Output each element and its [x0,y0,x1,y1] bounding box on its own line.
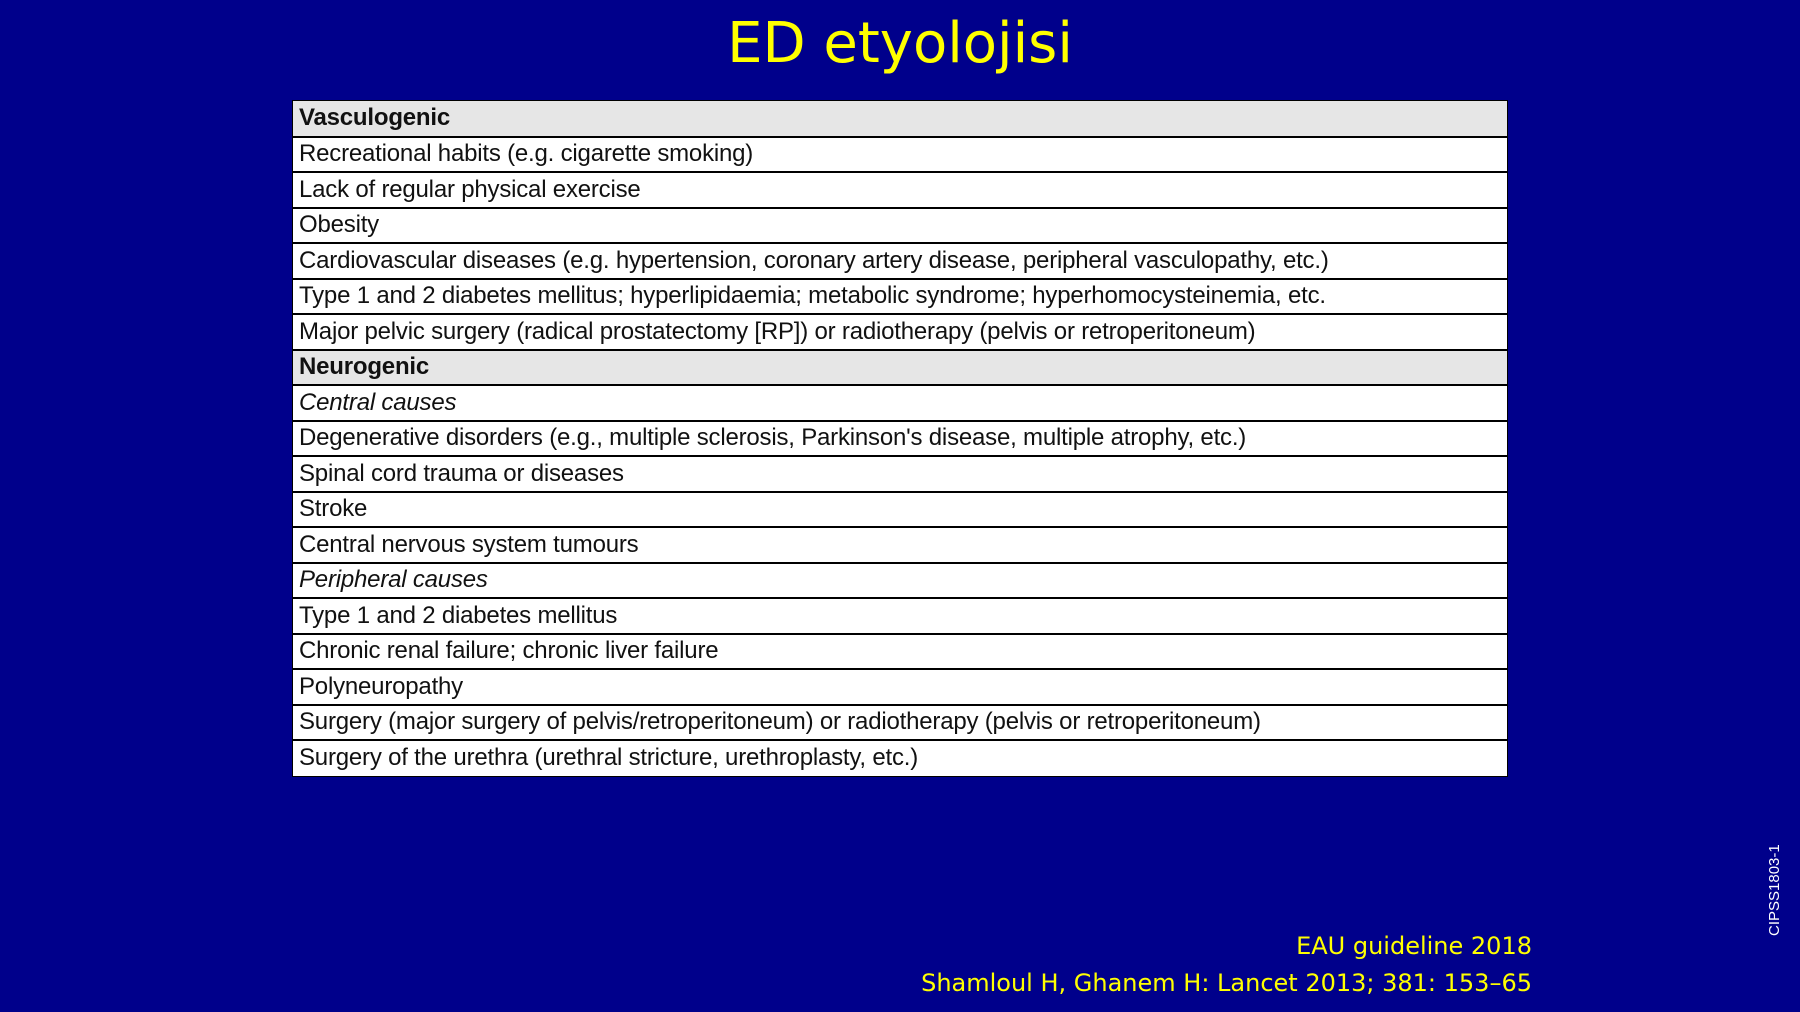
table-row [293,208,1507,244]
section-header-neurogenic: Neurogenic [293,350,1507,386]
table-row [293,421,1507,457]
table-row [293,669,1507,705]
table-cell: Lack of regular physical exercise [293,172,1507,208]
table-row [293,137,1507,173]
table-cell: Type 1 and 2 diabetes mellitus [293,598,1507,634]
table-row [293,456,1507,492]
table-cell: Obesity [293,208,1507,244]
table-row [293,563,1507,599]
slide-side-code: CIPSS1803-1 [1766,844,1783,936]
citation-guideline: EAU guideline 2018 [1296,932,1532,960]
table-row [293,527,1507,563]
etiology-table [292,100,1508,777]
table-row [293,705,1507,741]
subsection-central-causes: Central causes [293,385,1507,421]
etiology-table-body [293,101,1507,776]
table-cell: Chronic renal failure; chronic liver failure [293,634,1507,670]
subsection-peripheral-causes: Peripheral causes [293,563,1507,599]
table-row [293,243,1507,279]
table-cell: Type 1 and 2 diabetes mellitus; hyperlipidaemia; metabolic syndrome; hyperhomocysteinemia, etc. [293,279,1507,315]
table-row [293,740,1507,776]
section-header-vasculogenic: Vasculogenic [293,101,1507,137]
table-row [293,385,1507,421]
table-cell: Surgery (major surgery of pelvis/retroperitoneum) or radiotherapy (pelvis or retroperitoneum) [293,705,1507,741]
table-row [293,350,1507,386]
table-row [293,492,1507,528]
table-row [293,172,1507,208]
table-row [293,101,1507,137]
citation-footer [921,928,1532,1002]
slide-title: ED etyolojisi [727,11,1073,76]
table-row [293,634,1507,670]
citation-reference: Shamloul H, Ghanem H: Lancet 2013; 381: 153–65 [921,969,1532,997]
table-cell: Surgery of the urethra (urethral stricture, urethroplasty, etc.) [299,744,919,772]
table-cell: Spinal cord trauma or diseases [293,456,1507,492]
table-cell: Stroke [293,492,1507,528]
table-cell: Degenerative disorders (e.g., multiple sclerosis, Parkinson's disease, multiple atrophy, etc.) [293,421,1507,457]
table-cell: Polyneuropathy [293,669,1507,705]
table-cell: Central nervous system tumours [293,527,1507,563]
table-row [293,279,1507,315]
table-cell: Major pelvic surgery (radical prostatectomy [RP]) or radiotherapy (pelvis or retroperitoneum) [293,314,1507,350]
table-row [293,314,1507,350]
table-row [293,598,1507,634]
table-cell: Recreational habits (e.g. cigarette smoking) [293,137,1507,173]
table-cell: Cardiovascular diseases (e.g. hypertension, coronary artery disease, peripheral vasculopathy, etc.) [293,243,1507,279]
